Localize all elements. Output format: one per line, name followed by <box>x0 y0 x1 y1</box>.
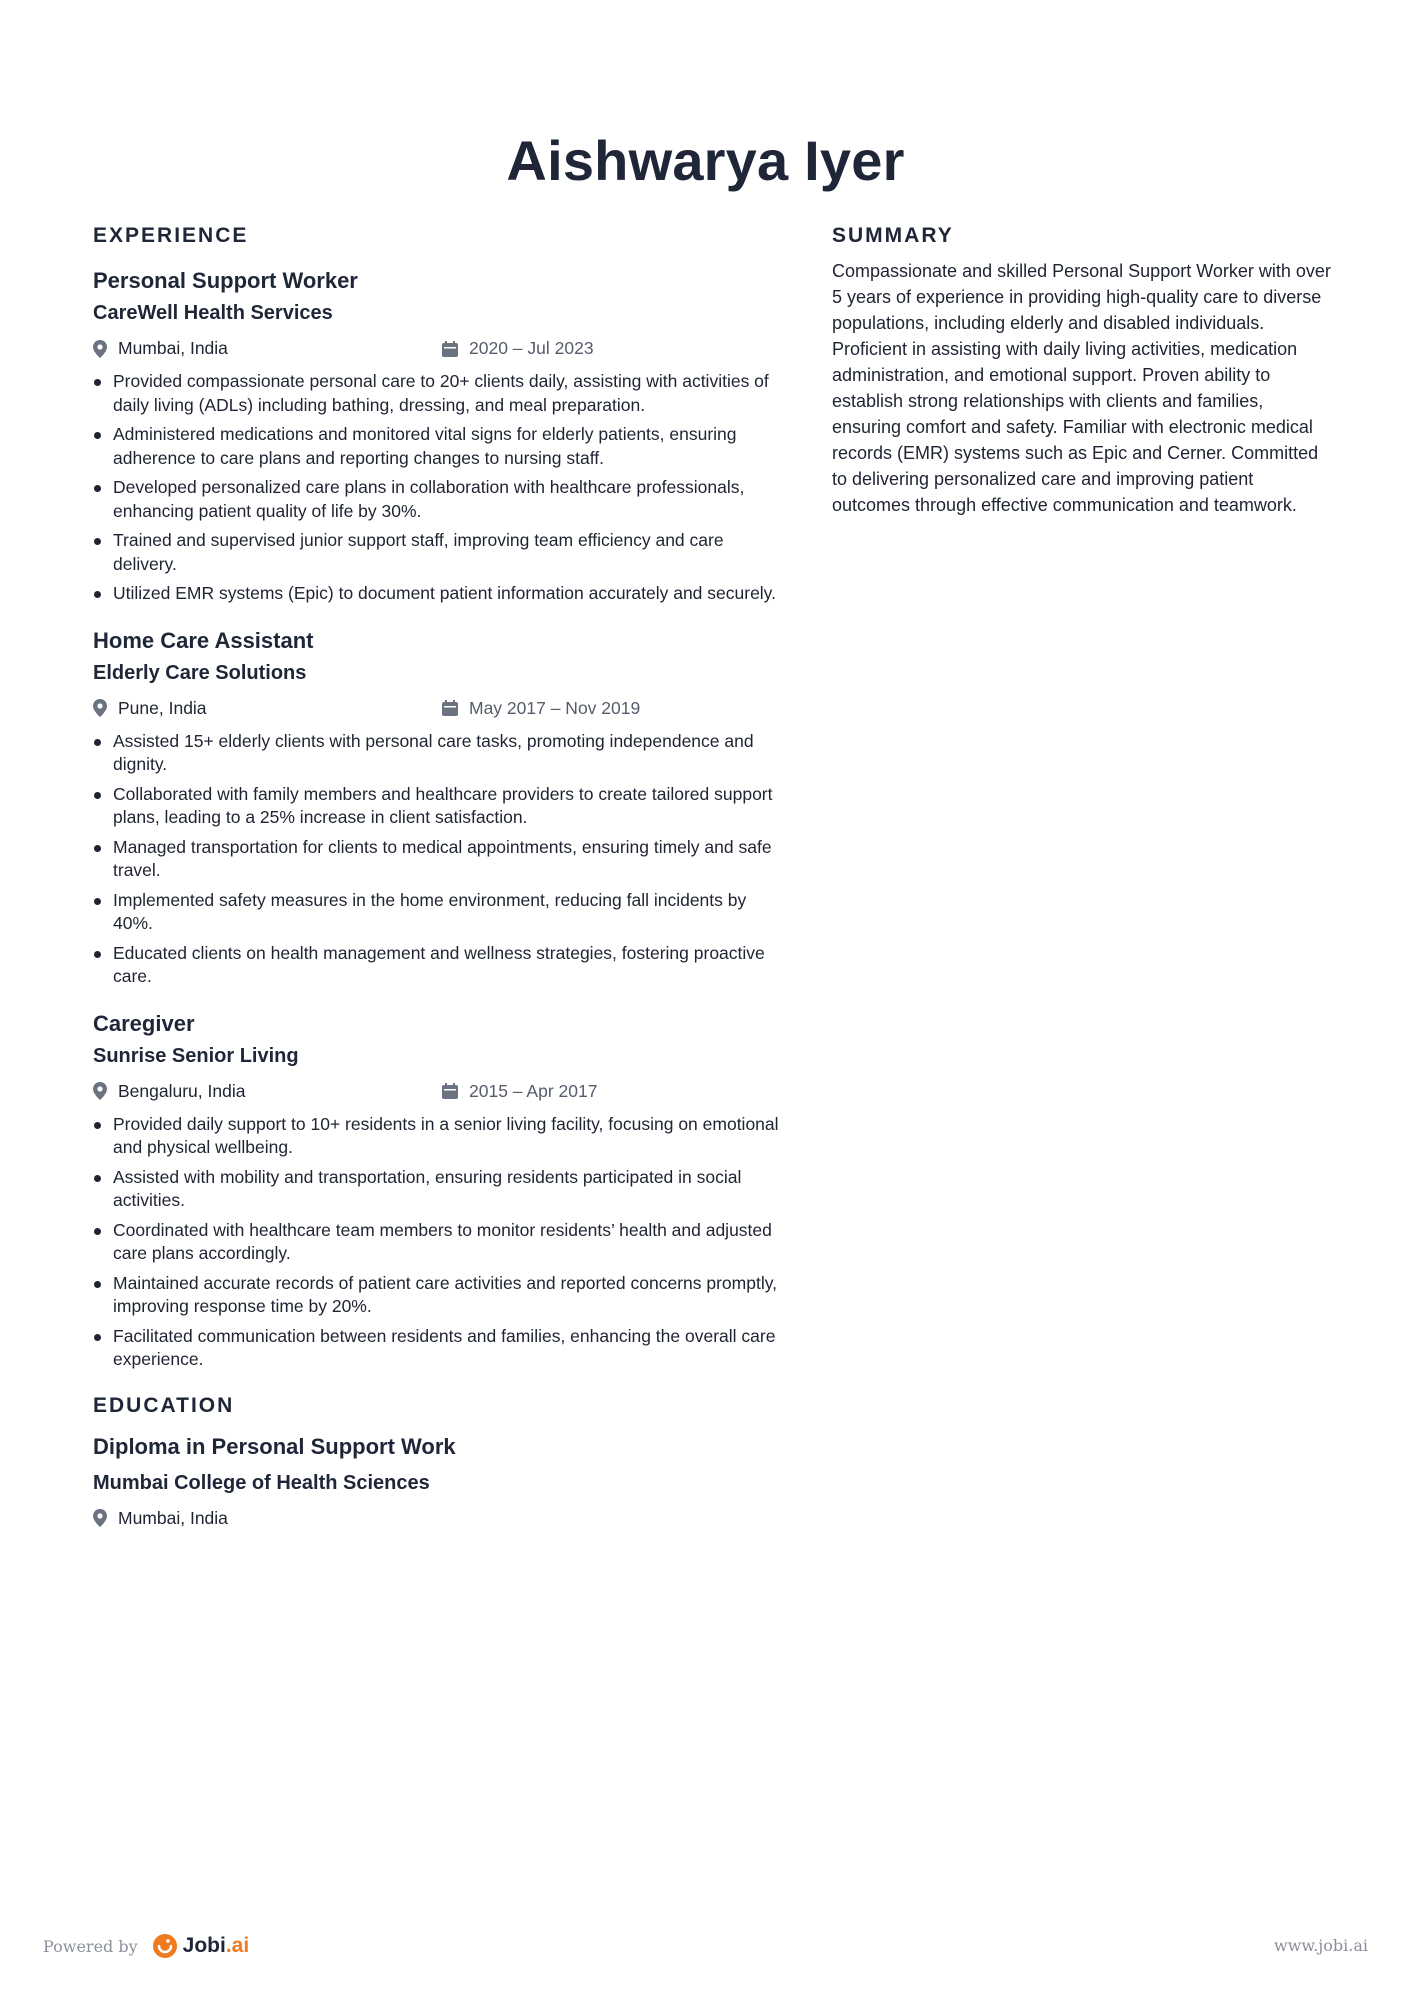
job-dates-text: 2015 – Apr 2017 <box>469 1080 598 1101</box>
job-dates-text: May 2017 – Nov 2019 <box>469 697 641 718</box>
job-location <box>93 698 207 719</box>
job-company: Sunrise Senior Living <box>93 1044 299 1067</box>
job-bullets <box>93 730 783 989</box>
education-meta <box>93 1508 783 1534</box>
footer-website[interactable]: www.jobi.ai <box>1274 1936 1368 1955</box>
job-location <box>93 338 228 359</box>
map-pin-icon <box>93 340 107 358</box>
bullet-item: Facilitated communication between residents and families, enhancing the overall care experience. <box>93 1325 783 1372</box>
job-dates <box>442 1081 597 1102</box>
job-dates-text: 2020 – Jul 2023 <box>469 338 594 358</box>
bullet-item: Assisted with mobility and transportation, ensuring residents participated in social activities. <box>93 1166 783 1213</box>
jobi-logo-text <box>183 1934 250 1958</box>
job-meta <box>93 698 783 724</box>
job-bullets <box>93 1113 783 1372</box>
bullet-item: Utilized EMR systems (Epic) to document patient information accurately and securely. <box>93 582 783 606</box>
job-title: Home Care Assistant <box>93 627 314 653</box>
bullet-item: Implemented safety measures in the home environment, reducing fall incidents by 40%. <box>93 889 783 936</box>
logo-suffix: .ai <box>225 1934 250 1957</box>
bullet-item: Coordinated with healthcare team members to monitor residents’ health and adjusted care plans accordingly. <box>93 1219 783 1266</box>
map-pin-icon <box>93 1082 107 1100</box>
summary-text: Compassionate and skilled Personal Support Worker with over 5 years of experience in providing high-quality care to diverse populations, including elderly and disabled individuals. Proficient in assisting with daily living activities, medication administration, and emotional support. Proven ability to establish strong relationships with clients and families, ensuring comfort and safety. Familiar with electronic medical records (EMR) systems such as Epic and Cerner. Committed to delivering personalized care and improving patient outcomes through effective communication and teamwork. <box>832 261 1331 515</box>
job-title: Personal Support Worker <box>93 268 358 293</box>
job-location-text: Bengaluru, India <box>118 1080 246 1101</box>
calendar-icon <box>442 1083 458 1099</box>
bullet-item: Developed personalized care plans in collaboration with healthcare professionals, enhancing patient quality of life by 30%. <box>93 476 783 523</box>
bullet-item: Assisted 15+ elderly clients with personal care tasks, promoting independence and dignity. <box>93 730 783 777</box>
right-column <box>832 224 1332 518</box>
education-location-text: Mumbai, India <box>118 1507 228 1528</box>
bullet-item: Managed transportation for clients to medical appointments, ensuring timely and safe travel. <box>93 836 783 883</box>
calendar-icon <box>442 700 458 716</box>
bullet-item: Educated clients on health management and wellness strategies, fostering proactive care. <box>93 942 783 989</box>
experience-entry <box>93 1009 783 1372</box>
bullet-item: Provided compassionate personal care to 20+ clients daily, assisting with activities of daily living (ADLs) including bathing, dressing, and meal preparation. <box>93 370 783 417</box>
education-school: Mumbai College of Health Sciences <box>93 1471 430 1494</box>
left-column <box>93 224 783 1534</box>
job-dates <box>442 698 640 719</box>
candidate-name: Aishwarya Iyer <box>506 129 905 192</box>
bullet-item: Provided daily support to 10+ residents in a senior living facility, focusing on emotional and physical wellbeing. <box>93 1113 783 1160</box>
jobi-logo-icon <box>152 1933 178 1959</box>
job-company: CareWell Health Services <box>93 302 333 324</box>
job-location-text: Pune, India <box>118 697 207 718</box>
education-heading: EDUCATION <box>93 1393 235 1417</box>
bullet-item: Administered medications and monitored vital signs for elderly patients, ensuring adherence to care plans and reporting changes to nursing staff. <box>93 423 783 470</box>
job-location-text: Mumbai, India <box>118 338 228 358</box>
experience-heading: EXPERIENCE <box>93 224 249 247</box>
job-meta <box>93 338 783 364</box>
map-pin-icon <box>93 699 107 717</box>
job-company: Elderly Care Solutions <box>93 661 307 684</box>
map-pin-icon <box>93 1509 107 1527</box>
job-meta <box>93 1081 783 1107</box>
experience-entry <box>93 266 783 606</box>
summary-heading: SUMMARY <box>832 224 954 247</box>
job-title: Caregiver <box>93 1010 195 1036</box>
bullet-item: Trained and supervised junior support staff, improving team efficiency and care delivery. <box>93 529 783 576</box>
footer-branding <box>43 1929 249 1963</box>
education-location <box>93 1508 228 1529</box>
logo-main: Jobi <box>182 1934 226 1957</box>
bullet-item: Collaborated with family members and healthcare providers to create tailored support plans, leading to a 25% increase in client satisfaction. <box>93 783 783 830</box>
job-location <box>93 1081 245 1102</box>
education-degree: Diploma in Personal Support Work <box>93 1433 456 1459</box>
powered-by-text: Powered by <box>43 1936 138 1956</box>
education-section <box>93 1394 783 1534</box>
bullet-item: Maintained accurate records of patient care activities and reported concerns promptly, improving response time by 20%. <box>93 1272 783 1319</box>
job-bullets <box>93 370 783 606</box>
calendar-icon <box>442 341 458 357</box>
experience-entry <box>93 626 783 989</box>
job-dates <box>442 338 594 359</box>
